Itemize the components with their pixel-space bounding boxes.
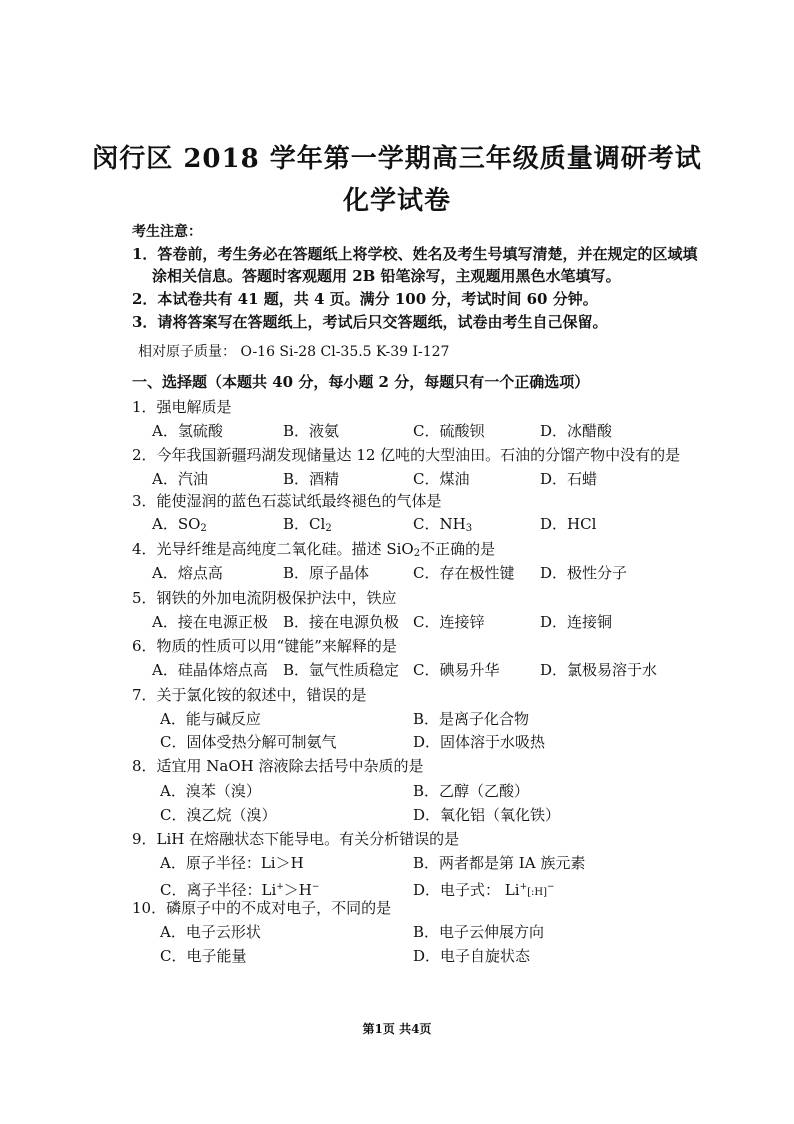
- q4-option-a: A．熔点高: [152, 564, 223, 582]
- q7-option-a: A．能与碱反应: [160, 710, 261, 728]
- q1-option-b: B．液氨: [283, 422, 340, 440]
- question-6: 6．物质的性质可以用“键能”来解释的是: [132, 637, 397, 655]
- q6-option-b: B．氩气性质稳定: [283, 661, 400, 679]
- question-10: 10．磷原子中的不成对电子，不同的是: [132, 899, 392, 917]
- notice-heading: 考生注意：: [132, 224, 202, 240]
- question-5: 5．钢铁的外加电流阴极保护法中，铁应: [132, 589, 397, 607]
- q2-option-d: D．石蜡: [540, 470, 598, 488]
- q5-option-a: A．接在电源正极: [152, 613, 268, 631]
- question-7: 7．关于氯化铵的叙述中，错误的是: [132, 686, 367, 704]
- q3-option-d: D．HCl: [540, 515, 597, 533]
- question-8: 8．适宜用 NaOH 溶液除去括号中杂质的是: [132, 757, 424, 775]
- q6-option-a: A．硅晶体熔点高: [152, 661, 268, 679]
- q10-option-a: A．电子云形状: [160, 923, 261, 941]
- notice-item-1: 1．答卷前，考生务必在答题纸上将学校、姓名及考生号填写清楚，并在规定的区域填: [132, 245, 698, 263]
- q1-option-a: A．氢硫酸: [152, 422, 223, 440]
- q8-option-b: B．乙醇（乙酸）: [413, 782, 530, 800]
- q8-option-d: D．氧化铝（氧化铁）: [413, 806, 561, 824]
- q5-option-b: B．接在电源负极: [283, 613, 400, 631]
- notice-item-1-cont: 涂相关信息。答题时客观题用 2B 铅笔涂写，主观题用黑色水笔填写。: [152, 267, 621, 285]
- q9-option-a: A．原子半径：Li＞H: [160, 854, 304, 872]
- q3-option-b: B．$Cl_2$: [283, 515, 332, 534]
- q2-option-a: A．汽油: [152, 470, 208, 488]
- q7-option-c: C．固体受热分解可制氨气: [160, 733, 337, 751]
- question-4: 4．光导纤维是高纯度二氧化硅。描述 SiO$_2$不正确的是: [132, 540, 496, 559]
- q8-option-c: C．溴乙烷（溴）: [160, 806, 277, 824]
- notice-item-3: 3．请将答案写在答题纸上，考试后只交答题纸，试卷由考生自己保留。: [132, 313, 608, 331]
- q1-option-d: D．冰醋酸: [540, 422, 613, 440]
- q4-option-b: B．原子晶体: [283, 564, 370, 582]
- q7-option-d: D．固体溶于水吸热: [413, 733, 546, 751]
- question-2: 2．今年我国新疆玛湖发现储量达 12 亿吨的大型油田。石油的分馏产物中没有的是: [132, 446, 681, 464]
- question-3: 3．能使湿润的蓝色石蕊试纸最终褪色的气体是: [132, 492, 442, 510]
- notice-item-2: 2．本试卷共有 41 题，共 4 页。满分 100 分，考试时间 60 分钟。: [132, 290, 598, 308]
- q10-option-d: D．电子自旋状态: [413, 947, 531, 965]
- q10-option-c: C．电子能量: [160, 947, 247, 965]
- page-subtitle: 化学试卷: [342, 186, 451, 216]
- page-title: 闵行区 2018 学年第一学期高三年级质量调研考试: [92, 144, 702, 174]
- q8-option-a: A．溴苯（溴）: [160, 782, 261, 800]
- q2-option-b: B．酒精: [283, 470, 340, 488]
- q6-option-c: C．碘易升华: [413, 661, 500, 679]
- atomic-masses: 相对原子质量： O-16 Si-28 Cl-35.5 K-39 I-127: [138, 344, 450, 360]
- q4-option-d: D．极性分子: [540, 564, 628, 582]
- q1-option-c: C．硫酸钡: [413, 422, 485, 440]
- q6-option-d: D．氯极易溶于水: [540, 661, 658, 679]
- q5-option-c: C．连接锌: [413, 613, 485, 631]
- q3-option-a: A．$SO_2$: [152, 515, 207, 534]
- q9-option-d: D．电子式： Li+[:H]−: [413, 881, 555, 899]
- q9-option-c: C．离子半径：Li+＞H−: [160, 881, 320, 899]
- q2-option-c: C．煤油: [413, 470, 470, 488]
- q3-option-c: C．$NH_3$: [413, 515, 473, 534]
- question-9: 9．LiH 在熔融状态下能导电。有关分析错误的是: [132, 830, 460, 848]
- q7-option-b: B．是离子化合物: [413, 710, 530, 728]
- q10-option-b: B．电子云伸展方向: [413, 923, 545, 941]
- page-footer: 第1页 共4页: [362, 1022, 432, 1036]
- section-heading: 一、选择题（本题共 40 分，每小题 2 分，每题只有一个正确选项）: [132, 373, 590, 391]
- q5-option-d: D．连接铜: [540, 613, 613, 631]
- question-1: 1．强电解质是: [132, 398, 232, 416]
- q4-option-c: C．存在极性键: [413, 564, 515, 582]
- q9-option-b: B．两者都是第 IA 族元素: [413, 854, 586, 872]
